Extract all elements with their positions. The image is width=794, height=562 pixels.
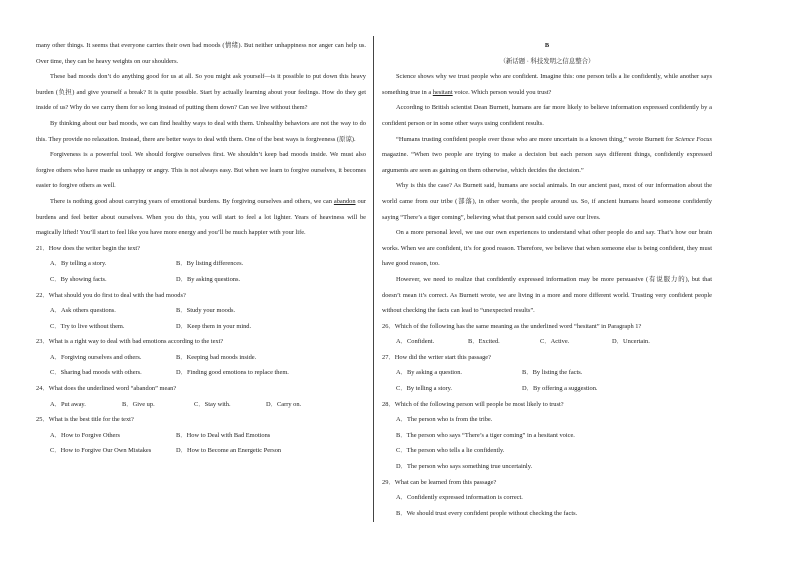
question-27-option-b[interactable]: B．By listing the facts. [522, 369, 583, 377]
passage-a-paragraph-2: These bad moods don’t do anything good for us at all. So you might ask yourself—is it possible to put down this heavy burden (负担) and give yourself a break? It is quite possible. Start by actually learning about your feelings. How do they get inside of us? Why do we carry them for so long instead of putting them down? Can we live without them? [36, 73, 366, 112]
question-22-option-d[interactable]: D．Keep them in your mind. [176, 322, 252, 330]
question-28-option-b[interactable]: B．The person who says “There’s a tiger coming” in a hesitant voice. [396, 431, 575, 439]
question-24-options [36, 397, 366, 413]
question-22-options-row-2 [36, 319, 366, 335]
passage-b-paragraph-5: On a more personal level, we use our own experiences to understand what other people do and say. That’s how our brain works. When we are confident, it’s for good reason. Therefore, we believe that when someone else is being confident, they must have good reason, too. [382, 229, 712, 268]
question-21-options-row-2 [36, 272, 366, 288]
passage-b-paragraph-6: However, we need to realize that confidently expressed information may be more persuasive (有说服力的), but that doesn’t mean it’s correct. As Burnett wrote, we are living in a more and more different world. Trusting very confident people without checking the facts can lead to “unexpected results”. [382, 275, 712, 315]
question-26-option-c[interactable]: C．Active. [540, 338, 570, 346]
question-27-option-a[interactable]: A．By asking a question. [396, 369, 463, 377]
question-29-option-a[interactable]: A．Confidently expressed information is correct. [396, 494, 523, 502]
question-26-option-a[interactable]: A．Confident. [396, 338, 435, 346]
question-23-options-row-1 [36, 350, 366, 366]
question-27-option-c[interactable]: C．By telling a story. [396, 385, 453, 393]
question-24-stem: 24．What does the underlined word “abandon” mean? [36, 385, 177, 393]
question-27-options-row-2 [382, 381, 712, 397]
question-29-option-b[interactable]: B．We should trust every confident people without checking the facts. [396, 509, 578, 517]
question-23-option-c[interactable]: C．Sharing bad moods with others. [50, 369, 142, 377]
section-b-topic: （新话题 · 科技发明之信息整合） [499, 57, 595, 65]
question-25-option-c[interactable]: C．How to Forgive Our Own Mistakes [50, 447, 152, 455]
question-28-option-c[interactable]: C．The person who tells a lie confidently. [396, 447, 505, 455]
left-column [36, 38, 366, 459]
question-21-option-a[interactable]: A．By telling a story. [50, 260, 107, 268]
question-24-option-c[interactable]: C．Stay with. [194, 400, 231, 408]
question-26-stem: 26．Which of the following has the same meaning as the underlined word “hesitant” in Paragraph 1? [382, 322, 642, 330]
question-22-option-c[interactable]: C．Try to live without them. [50, 322, 125, 330]
question-27-option-d[interactable]: D．By offering a suggestion. [522, 385, 598, 393]
question-24-option-d[interactable]: D．Carry on. [266, 400, 302, 408]
passage-b-paragraph-4: Why is this the case? As Burnett said, humans are social animals. In our ancient past, most of our information about the world came from our tribe (部落), in other words, the people around us. So, if ancient humans heard someone confidently saying “There’s a tiger coming”, believing what that person said could save our lives. [382, 182, 712, 221]
question-27-stem: 27．How did the writer start this passage? [382, 353, 491, 361]
question-21-option-d[interactable]: D．By asking questions. [176, 275, 241, 283]
question-28-option-a[interactable]: A．The person who is from the tribe. [396, 416, 493, 424]
question-23-option-b[interactable]: B．Keeping bad moods inside. [176, 353, 257, 361]
question-28-option-d[interactable]: D．The person who says something true uncertainly. [396, 463, 533, 471]
question-24-option-b[interactable]: B．Give up. [122, 400, 155, 408]
question-21-options-row-1 [36, 256, 366, 272]
question-28-stem: 28．Which of the following person will people be most likely to trust? [382, 400, 564, 408]
question-23-option-a[interactable]: A．Forgiving ourselves and others. [50, 353, 142, 361]
question-27-options-row-1 [382, 365, 712, 381]
question-25-option-a[interactable]: A．How to Forgive Others [50, 431, 120, 439]
question-21-stem: 21．How does the writer begin the text? [36, 244, 140, 252]
passage-a-paragraph-4: Forgiveness is a powerful tool. We should forgive ourselves first. We shouldn’t keep bad moods inside. We must also forgive others who have made us unhappy or angry. This is not always easy. But when we learn to forgive ourselves, it becomes easier to forgive others as well. [36, 151, 366, 190]
question-23-options-row-2 [36, 365, 366, 381]
column-divider [373, 36, 374, 522]
magazine-title: Science Focus [675, 135, 712, 143]
underlined-word-abandon: abandon [333, 197, 356, 205]
passage-a-paragraph-1: many other things. It seems that everyone carries their own bad moods (情绪). But neither unhappiness nor anger can help us. Over time, they can be heavy weights on our shoulders. [36, 42, 366, 65]
question-24-option-a[interactable]: A．Put away. [50, 400, 86, 408]
passage-b-paragraph-3: “Humans trusting confident people over those who are more uncertain is a known thing,” wrote Burnett for Science Focus magazine. “When two people are trying to make a decision but each person says different things, confidently expressed arguments are seen as gaining on them otherwise, which decides the decision.” [382, 135, 712, 174]
question-22-option-b[interactable]: B．Study your moods. [176, 307, 236, 315]
question-26-options [382, 334, 712, 350]
question-25-option-d[interactable]: D．How to Become an Energetic Person [176, 447, 282, 455]
passage-a-paragraph-3: By thinking about our bad moods, we can find healthy ways to deal with them. Unhealthy behaviors are not the way to do this. They provide no relaxation. Instead, there are better ways to deal with them. One of the best ways is forgiveness (原谅). [36, 119, 366, 143]
question-23-stem: 23．What is a right way to deal with bad emotions according to the text? [36, 338, 224, 346]
question-26-option-b[interactable]: B．Excited. [468, 338, 500, 346]
question-29-stem: 29．What can be learned from this passage? [382, 478, 497, 486]
question-25-stem: 25．What is the best title for the text? [36, 416, 134, 424]
question-25-options-row-2 [36, 443, 366, 459]
question-22-options-row-1 [36, 303, 366, 319]
passage-b-paragraph-2: According to British scientist Dean Burnett, humans are far more likely to believe information expressed confidently by a confident person or in some other ways using confident results. [382, 104, 712, 127]
passage-b-paragraph-1: Science shows why we trust people who are confident. Imagine this: one person tells a lie confidently, while another says something true in a hesitant voice. Which person would you trust? [382, 73, 712, 96]
question-22-option-a[interactable]: A．Ask others questions. [50, 307, 116, 315]
question-25-options-row-1 [36, 428, 366, 444]
right-column [382, 38, 712, 521]
question-25-option-b[interactable]: B．How to Deal with Bad Emotions [176, 431, 271, 439]
question-26-option-d[interactable]: D．Uncertain. [612, 338, 650, 346]
question-22-stem: 22．What should you do first to deal with the bad moods? [36, 291, 186, 299]
underlined-word-hesitant: hesitant [432, 88, 453, 96]
question-21-option-c[interactable]: C．By showing facts. [50, 275, 107, 283]
section-b-heading: B [544, 42, 550, 49]
question-21-option-b[interactable]: B．By listing differences. [176, 260, 244, 268]
question-23-option-d[interactable]: D．Finding good emotions to replace them. [176, 369, 289, 377]
passage-a-paragraph-5: There is nothing good about carrying years of emotional burdens. By forgiving ourselves and others, we can abandon our burdens and feel better about ourselves. When you do this, you will start to feel a lot lighter. Years of heaviness will be magically lifted! You’ll start to feel like you have more energy and you’ll be much happier with your life. [36, 197, 366, 237]
